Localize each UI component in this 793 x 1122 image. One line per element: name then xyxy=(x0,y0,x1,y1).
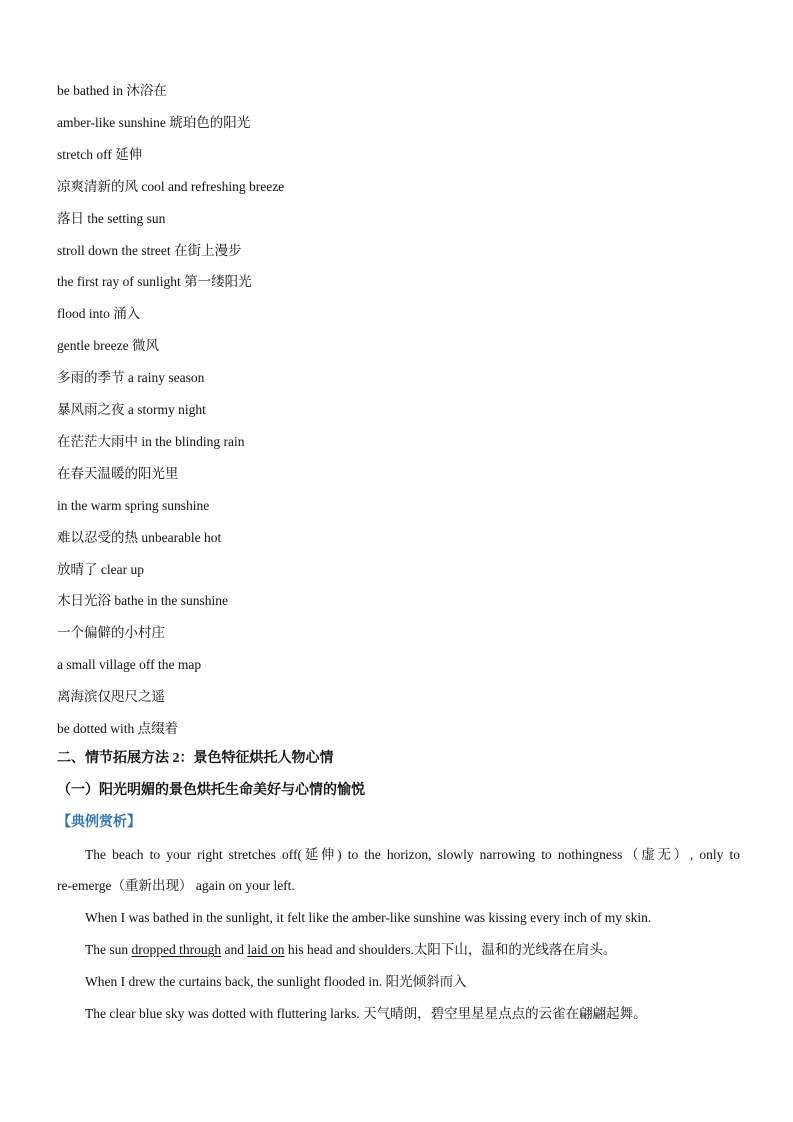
vocab-item: the first ray of sunlight 第一缕阳光 xyxy=(57,274,252,290)
subsection-heading: （一）阳光明媚的景色烘托生命美好与心情的愉悦 xyxy=(57,783,365,798)
vocab-item: 凉爽清新的风 cool and refreshing breeze xyxy=(57,178,285,194)
vocab-item: amber-like sunshine 琥珀色的阳光 xyxy=(57,114,251,130)
example-sentence-4: When I drew the curtains back, the sunlight flooded in. 阳光倾斜而入 xyxy=(85,974,467,989)
sentence-3-post: his head and shoulders.太阳下山，温和的光线落在肩头。 xyxy=(284,942,617,957)
example-label: 【典例赏析】 xyxy=(57,815,141,830)
example-sentence-3 xyxy=(85,941,616,959)
vocab-item: 在春天温暖的阳光里 xyxy=(57,465,179,481)
vocab-item: 木日光浴 bathe in the sunshine xyxy=(57,593,228,609)
vocab-item: 暴风雨之夜 a stormy night xyxy=(57,402,206,417)
vocab-item: 离海滨仅咫尺之遥 xyxy=(57,689,165,705)
section-heading: 二、情节拓展方法 2：景色特征烘托人物心情 xyxy=(57,751,334,766)
vocab-item: 在茫茫大雨中 in the blinding rain xyxy=(57,433,245,449)
example-sentence-5: The clear blue sky was dotted with fluttering larks. 天气晴朗，碧空里星星点点的云雀在翩翩起舞。 xyxy=(85,1006,647,1021)
underlined-phrase-dropped-through: dropped through xyxy=(131,942,222,957)
vocab-item: 多雨的季节 a rainy season xyxy=(57,370,205,386)
vocab-item: stretch off 延伸 xyxy=(57,146,143,162)
vocab-item: 放晴了 clear up xyxy=(57,561,144,577)
vocab-item: be bathed in 沐浴在 xyxy=(57,83,167,98)
underlined-phrase-laid-on: laid on xyxy=(247,942,285,957)
vocab-item: 落日 the setting sun xyxy=(57,210,166,226)
sentence-3-pre: The sun xyxy=(85,942,132,957)
vocab-item: gentle breeze 微风 xyxy=(57,338,159,354)
vocab-item: a small village off the map xyxy=(57,657,202,673)
vocab-item: stroll down the street 在街上漫步 xyxy=(57,242,242,258)
vocab-item: 一个偏僻的小村庄 xyxy=(57,625,165,641)
example-sentence-2: When I was bathed in the sunlight, it felt like the amber-like sunshine was kissing every inch of my skin. xyxy=(85,910,652,925)
example-paragraph-1-line-2: re-emerge（重新出现） again on your left. xyxy=(57,878,295,893)
sentence-3-mid: and xyxy=(221,942,248,957)
vocab-item: 难以忍受的热 unbearable hot xyxy=(57,529,222,545)
example-paragraph-1-line-1: The beach to your right stretches off(延伸) to the horizon, slowly narrowing to nothingness（虚无）, only to xyxy=(85,847,740,862)
vocab-item: in the warm spring sunshine xyxy=(57,497,210,513)
vocab-item: flood into 涌入 xyxy=(57,306,141,322)
vocab-item: be dotted with 点缀着 xyxy=(57,721,179,736)
